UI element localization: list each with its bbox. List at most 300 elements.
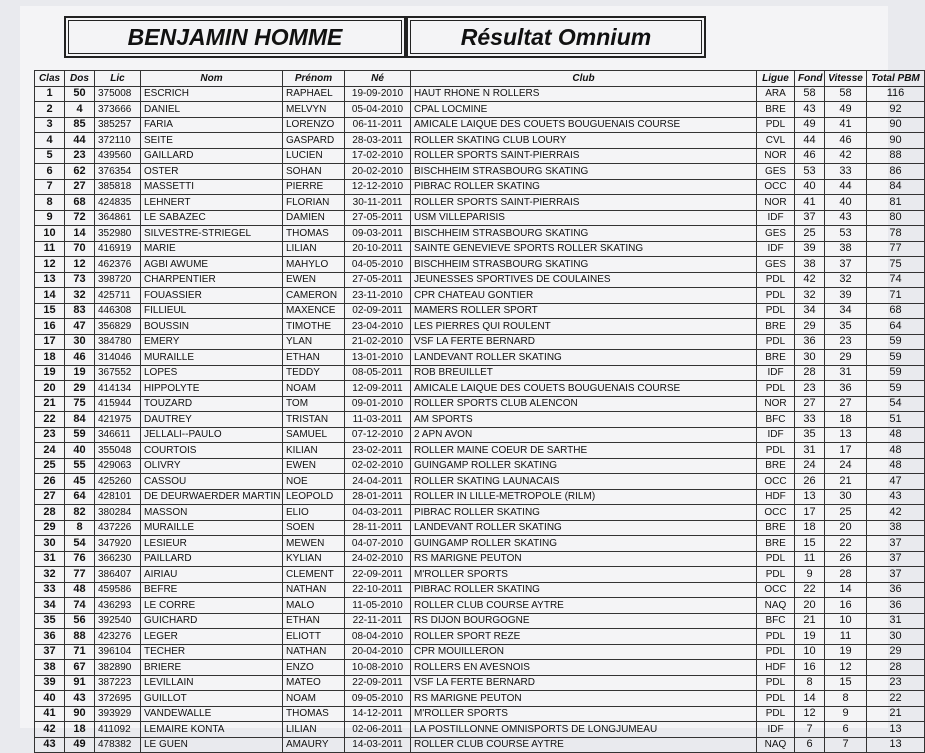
cell-ne: 22-10-2011: [345, 582, 411, 598]
cell-prenom: NOAM: [283, 381, 345, 397]
cell-ne: 27-05-2011: [345, 272, 411, 288]
cell-club: BISCHHEIM STRASBOURG SKATING: [411, 164, 757, 180]
cell-prenom: CLEMENT: [283, 567, 345, 583]
cell-nom: FILLIEUL: [141, 303, 283, 319]
cell-vitesse: 38: [825, 241, 867, 257]
cell-dos: 77: [65, 567, 95, 583]
cell-prenom: TEDDY: [283, 365, 345, 381]
cell-fond: 33: [795, 412, 825, 428]
cell-club: ROLLER SPORTS CLUB ALENCON: [411, 396, 757, 412]
cell-total-pbm: 42: [867, 505, 925, 521]
cell-nom: LEVILLAIN: [141, 675, 283, 691]
cell-ne: 17-02-2010: [345, 148, 411, 164]
cell-vitesse: 19: [825, 644, 867, 660]
cell-fond: 49: [795, 117, 825, 133]
cell-prenom: NOAM: [283, 691, 345, 707]
cell-ne: 19-09-2010: [345, 86, 411, 102]
cell-lic: 364861: [95, 210, 141, 226]
cell-ligue: PDL: [757, 288, 795, 304]
cell-clas: 6: [35, 164, 65, 180]
cell-ligue: BRE: [757, 102, 795, 118]
cell-lic: 396104: [95, 644, 141, 660]
cell-ne: 21-02-2010: [345, 334, 411, 350]
cell-fond: 26: [795, 474, 825, 490]
cell-total-pbm: 74: [867, 272, 925, 288]
cell-dos: 82: [65, 505, 95, 521]
cell-nom: LE GUEN: [141, 737, 283, 753]
cell-clas: 31: [35, 551, 65, 567]
column-header-fond: Fond: [795, 71, 825, 87]
cell-ligue: OCC: [757, 179, 795, 195]
cell-vitesse: 43: [825, 210, 867, 226]
table-row: [35, 660, 925, 676]
event-title: Résultat Omnium: [406, 16, 706, 58]
cell-total-pbm: 75: [867, 257, 925, 273]
column-header-clas: Clas: [35, 71, 65, 87]
cell-ligue: IDF: [757, 722, 795, 738]
cell-ligue: IDF: [757, 427, 795, 443]
cell-dos: 88: [65, 629, 95, 645]
cell-lic: 355048: [95, 443, 141, 459]
cell-club: SAINTE GENEVIEVE SPORTS ROLLER SKATING: [411, 241, 757, 257]
cell-prenom: YLAN: [283, 334, 345, 350]
cell-prenom: RAPHAEL: [283, 86, 345, 102]
cell-vitesse: 31: [825, 365, 867, 381]
table-row: [35, 536, 925, 552]
cell-club: RS MARIGNE PEUTON: [411, 551, 757, 567]
cell-club: GUINGAMP ROLLER SKATING: [411, 458, 757, 474]
cell-fond: 25: [795, 226, 825, 242]
cell-prenom: MATEO: [283, 675, 345, 691]
cell-lic: 459586: [95, 582, 141, 598]
table-row: [35, 412, 925, 428]
cell-vitesse: 39: [825, 288, 867, 304]
cell-lic: 385257: [95, 117, 141, 133]
cell-nom: PAILLARD: [141, 551, 283, 567]
cell-fond: 32: [795, 288, 825, 304]
table-row: [35, 396, 925, 412]
column-header-dos: Dos: [65, 71, 95, 87]
table-row: [35, 210, 925, 226]
cell-fond: 12: [795, 706, 825, 722]
cell-dos: 64: [65, 489, 95, 505]
cell-ligue: NOR: [757, 148, 795, 164]
cell-prenom: MELVYN: [283, 102, 345, 118]
cell-lic: 423276: [95, 629, 141, 645]
cell-fond: 58: [795, 86, 825, 102]
cell-fond: 22: [795, 582, 825, 598]
cell-dos: 74: [65, 598, 95, 614]
cell-lic: 415944: [95, 396, 141, 412]
cell-lic: 393929: [95, 706, 141, 722]
cell-total-pbm: 38: [867, 520, 925, 536]
cell-lic: 437226: [95, 520, 141, 536]
cell-clas: 18: [35, 350, 65, 366]
cell-ne: 22-11-2011: [345, 613, 411, 629]
cell-club: HAUT RHONE N ROLLERS: [411, 86, 757, 102]
cell-club: ROLLERS EN AVESNOIS: [411, 660, 757, 676]
cell-ne: 02-09-2011: [345, 303, 411, 319]
cell-lic: 372695: [95, 691, 141, 707]
cell-prenom: LUCIEN: [283, 148, 345, 164]
cell-lic: 462376: [95, 257, 141, 273]
cell-clas: 9: [35, 210, 65, 226]
cell-ne: 02-02-2010: [345, 458, 411, 474]
cell-fond: 8: [795, 675, 825, 691]
cell-club: GUINGAMP ROLLER SKATING: [411, 536, 757, 552]
cell-dos: 91: [65, 675, 95, 691]
cell-club: VSF LA FERTE BERNARD: [411, 334, 757, 350]
cell-nom: BRIERE: [141, 660, 283, 676]
cell-total-pbm: 116: [867, 86, 925, 102]
table-row: [35, 241, 925, 257]
cell-dos: 73: [65, 272, 95, 288]
table-row: [35, 582, 925, 598]
cell-prenom: SAMUEL: [283, 427, 345, 443]
cell-ligue: BRE: [757, 458, 795, 474]
cell-vitesse: 15: [825, 675, 867, 691]
cell-lic: 384780: [95, 334, 141, 350]
cell-vitesse: 42: [825, 148, 867, 164]
cell-fond: 46: [795, 148, 825, 164]
table-row: [35, 381, 925, 397]
cell-ligue: PDL: [757, 675, 795, 691]
cell-dos: 4: [65, 102, 95, 118]
cell-nom: JELLALI--PAULO: [141, 427, 283, 443]
cell-ligue: BFC: [757, 613, 795, 629]
cell-ligue: HDF: [757, 660, 795, 676]
cell-lic: 446308: [95, 303, 141, 319]
cell-clas: 8: [35, 195, 65, 211]
cell-ligue: BRE: [757, 319, 795, 335]
cell-dos: 84: [65, 412, 95, 428]
cell-ne: 11-05-2010: [345, 598, 411, 614]
cell-club: AMICALE LAIQUE DES COUETS BOUGUENAIS COURSE: [411, 117, 757, 133]
cell-prenom: LILIAN: [283, 241, 345, 257]
cell-nom: LESIEUR: [141, 536, 283, 552]
cell-nom: GAILLARD: [141, 148, 283, 164]
cell-prenom: EWEN: [283, 272, 345, 288]
cell-fond: 29: [795, 319, 825, 335]
table-row: [35, 288, 925, 304]
cell-ligue: OCC: [757, 505, 795, 521]
cell-ligue: HDF: [757, 489, 795, 505]
cell-ne: 04-07-2010: [345, 536, 411, 552]
cell-ne: 12-12-2010: [345, 179, 411, 195]
cell-nom: CASSOU: [141, 474, 283, 490]
cell-ligue: PDL: [757, 334, 795, 350]
cell-dos: 55: [65, 458, 95, 474]
cell-club: RS DIJON BOURGOGNE: [411, 613, 757, 629]
cell-clas: 5: [35, 148, 65, 164]
cell-club: ROLLER SKATING CLUB LOURY: [411, 133, 757, 149]
cell-total-pbm: 64: [867, 319, 925, 335]
cell-total-pbm: 59: [867, 365, 925, 381]
cell-ne: 28-01-2011: [345, 489, 411, 505]
cell-ligue: PDL: [757, 551, 795, 567]
cell-club: CPR MOUILLERON: [411, 644, 757, 660]
cell-fond: 31: [795, 443, 825, 459]
cell-ligue: BRE: [757, 520, 795, 536]
cell-dos: 40: [65, 443, 95, 459]
cell-vitesse: 9: [825, 706, 867, 722]
result-sheet: [20, 6, 920, 751]
cell-fond: 6: [795, 737, 825, 753]
cell-clas: 36: [35, 629, 65, 645]
cell-fond: 14: [795, 691, 825, 707]
cell-nom: ESCRICH: [141, 86, 283, 102]
cell-vitesse: 53: [825, 226, 867, 242]
table-row: [35, 722, 925, 738]
table-row: [35, 427, 925, 443]
cell-ligue: GES: [757, 164, 795, 180]
cell-club: AMICALE LAIQUE DES COUETS BOUGUENAIS COURSE: [411, 381, 757, 397]
cell-nom: HIPPOLYTE: [141, 381, 283, 397]
cell-prenom: NATHAN: [283, 582, 345, 598]
cell-nom: LEMAIRE KONTA: [141, 722, 283, 738]
cell-lic: 414134: [95, 381, 141, 397]
cell-nom: BEFRE: [141, 582, 283, 598]
cell-ligue: PDL: [757, 303, 795, 319]
cell-ne: 04-05-2010: [345, 257, 411, 273]
cell-lic: 392540: [95, 613, 141, 629]
cell-dos: 12: [65, 257, 95, 273]
cell-nom: FOUASSIER: [141, 288, 283, 304]
cell-dos: 46: [65, 350, 95, 366]
cell-ne: 28-11-2011: [345, 520, 411, 536]
cell-club: ROB BREUILLET: [411, 365, 757, 381]
table-row: [35, 551, 925, 567]
cell-club: CPAL LOCMINE: [411, 102, 757, 118]
cell-total-pbm: 36: [867, 582, 925, 598]
cell-vitesse: 7: [825, 737, 867, 753]
cell-club: MAMERS ROLLER SPORT: [411, 303, 757, 319]
cell-clas: 19: [35, 365, 65, 381]
cell-vitesse: 11: [825, 629, 867, 645]
cell-fond: 53: [795, 164, 825, 180]
cell-ne: 09-05-2010: [345, 691, 411, 707]
cell-dos: 85: [65, 117, 95, 133]
cell-clas: 4: [35, 133, 65, 149]
table-row: [35, 505, 925, 521]
cell-prenom: AMAURY: [283, 737, 345, 753]
cell-ne: 20-10-2011: [345, 241, 411, 257]
cell-ne: 09-03-2011: [345, 226, 411, 242]
cell-nom: LE SABAZEC: [141, 210, 283, 226]
cell-prenom: MAHYLO: [283, 257, 345, 273]
cell-prenom: NATHAN: [283, 644, 345, 660]
cell-ne: 22-09-2011: [345, 675, 411, 691]
table-row: [35, 350, 925, 366]
cell-dos: 14: [65, 226, 95, 242]
cell-fond: 20: [795, 598, 825, 614]
cell-prenom: LORENZO: [283, 117, 345, 133]
cell-fond: 42: [795, 272, 825, 288]
cell-total-pbm: 59: [867, 334, 925, 350]
cell-total-pbm: 54: [867, 396, 925, 412]
cell-ligue: IDF: [757, 365, 795, 381]
cell-dos: 48: [65, 582, 95, 598]
cell-dos: 67: [65, 660, 95, 676]
cell-club: PIBRAC ROLLER SKATING: [411, 505, 757, 521]
cell-vitesse: 46: [825, 133, 867, 149]
cell-total-pbm: 29: [867, 644, 925, 660]
cell-total-pbm: 43: [867, 489, 925, 505]
cell-total-pbm: 77: [867, 241, 925, 257]
cell-ne: 13-01-2010: [345, 350, 411, 366]
cell-clas: 33: [35, 582, 65, 598]
cell-total-pbm: 13: [867, 722, 925, 738]
cell-vitesse: 36: [825, 381, 867, 397]
cell-fond: 27: [795, 396, 825, 412]
cell-vitesse: 20: [825, 520, 867, 536]
cell-total-pbm: 37: [867, 551, 925, 567]
cell-vitesse: 27: [825, 396, 867, 412]
cell-club: 2 APN AVON: [411, 427, 757, 443]
cell-total-pbm: 90: [867, 133, 925, 149]
cell-dos: 27: [65, 179, 95, 195]
cell-ne: 10-08-2010: [345, 660, 411, 676]
table-row: [35, 102, 925, 118]
cell-clas: 30: [35, 536, 65, 552]
cell-prenom: ELIO: [283, 505, 345, 521]
cell-fond: 13: [795, 489, 825, 505]
cell-vitesse: 30: [825, 489, 867, 505]
cell-dos: 45: [65, 474, 95, 490]
cell-total-pbm: 36: [867, 598, 925, 614]
cell-ligue: CVL: [757, 133, 795, 149]
cell-ne: 22-09-2011: [345, 567, 411, 583]
cell-fond: 9: [795, 567, 825, 583]
cell-prenom: CAMERON: [283, 288, 345, 304]
cell-vitesse: 12: [825, 660, 867, 676]
cell-clas: 35: [35, 613, 65, 629]
cell-lic: 478382: [95, 737, 141, 753]
cell-nom: LOPES: [141, 365, 283, 381]
cell-club: ROLLER CLUB COURSE AYTRE: [411, 598, 757, 614]
cell-fond: 43: [795, 102, 825, 118]
cell-ligue: PDL: [757, 706, 795, 722]
cell-prenom: EWEN: [283, 458, 345, 474]
cell-dos: 44: [65, 133, 95, 149]
cell-clas: 3: [35, 117, 65, 133]
table-row: [35, 644, 925, 660]
cell-fond: 36: [795, 334, 825, 350]
cell-dos: 43: [65, 691, 95, 707]
cell-club: M'ROLLER SPORTS: [411, 567, 757, 583]
cell-clas: 12: [35, 257, 65, 273]
cell-total-pbm: 30: [867, 629, 925, 645]
cell-total-pbm: 31: [867, 613, 925, 629]
cell-vitesse: 24: [825, 458, 867, 474]
cell-club: PIBRAC ROLLER SKATING: [411, 582, 757, 598]
cell-lic: 398720: [95, 272, 141, 288]
cell-clas: 38: [35, 660, 65, 676]
cell-nom: SEITE: [141, 133, 283, 149]
cell-total-pbm: 48: [867, 458, 925, 474]
cell-fond: 15: [795, 536, 825, 552]
cell-nom: TECHER: [141, 644, 283, 660]
cell-dos: 30: [65, 334, 95, 350]
cell-prenom: PIERRE: [283, 179, 345, 195]
cell-vitesse: 35: [825, 319, 867, 335]
cell-ligue: GES: [757, 257, 795, 273]
cell-clas: 42: [35, 722, 65, 738]
cell-dos: 29: [65, 381, 95, 397]
cell-vitesse: 21: [825, 474, 867, 490]
cell-clas: 20: [35, 381, 65, 397]
cell-nom: EMERY: [141, 334, 283, 350]
cell-clas: 7: [35, 179, 65, 195]
table-row: [35, 365, 925, 381]
cell-ne: 20-02-2010: [345, 164, 411, 180]
cell-lic: 375008: [95, 86, 141, 102]
cell-fond: 19: [795, 629, 825, 645]
cell-lic: 425711: [95, 288, 141, 304]
cell-dos: 83: [65, 303, 95, 319]
cell-vitesse: 32: [825, 272, 867, 288]
cell-nom: VANDEWALLE: [141, 706, 283, 722]
cell-club: ROLLER SPORTS SAINT-PIERRAIS: [411, 148, 757, 164]
table-row: [35, 319, 925, 335]
column-header-ne: Né: [345, 71, 411, 87]
cell-nom: LE CORRE: [141, 598, 283, 614]
cell-clas: 24: [35, 443, 65, 459]
column-header-club: Club: [411, 71, 757, 87]
cell-clas: 28: [35, 505, 65, 521]
cell-total-pbm: 22: [867, 691, 925, 707]
cell-lic: 425260: [95, 474, 141, 490]
cell-ne: 04-03-2011: [345, 505, 411, 521]
cell-fond: 34: [795, 303, 825, 319]
column-header-total-pbm: Total PBM: [867, 71, 925, 87]
cell-total-pbm: 21: [867, 706, 925, 722]
table-row: [35, 489, 925, 505]
cell-dos: 19: [65, 365, 95, 381]
cell-prenom: DAMIEN: [283, 210, 345, 226]
table-row: [35, 86, 925, 102]
cell-fond: 10: [795, 644, 825, 660]
cell-vitesse: 16: [825, 598, 867, 614]
cell-vitesse: 10: [825, 613, 867, 629]
cell-ne: 12-09-2011: [345, 381, 411, 397]
table-row: [35, 629, 925, 645]
cell-ligue: IDF: [757, 210, 795, 226]
cell-ligue: IDF: [757, 241, 795, 257]
cell-ligue: NAQ: [757, 737, 795, 753]
cell-lic: 387223: [95, 675, 141, 691]
cell-ligue: PDL: [757, 272, 795, 288]
cell-vitesse: 17: [825, 443, 867, 459]
cell-prenom: ENZO: [283, 660, 345, 676]
cell-dos: 8: [65, 520, 95, 536]
cell-club: VSF LA FERTE BERNARD: [411, 675, 757, 691]
cell-vitesse: 41: [825, 117, 867, 133]
cell-club: LES PIERRES QUI ROULENT: [411, 319, 757, 335]
cell-lic: 373666: [95, 102, 141, 118]
cell-clas: 2: [35, 102, 65, 118]
cell-dos: 59: [65, 427, 95, 443]
cell-lic: 366230: [95, 551, 141, 567]
cell-fond: 23: [795, 381, 825, 397]
cell-lic: 436293: [95, 598, 141, 614]
cell-club: LANDEVANT ROLLER SKATING: [411, 350, 757, 366]
cell-club: LA POSTILLONNE OMNISPORTS DE LONGJUMEAU: [411, 722, 757, 738]
cell-prenom: MEWEN: [283, 536, 345, 552]
cell-nom: LEHNERT: [141, 195, 283, 211]
category-title: BENJAMIN HOMME: [64, 16, 406, 58]
cell-lic: 421975: [95, 412, 141, 428]
